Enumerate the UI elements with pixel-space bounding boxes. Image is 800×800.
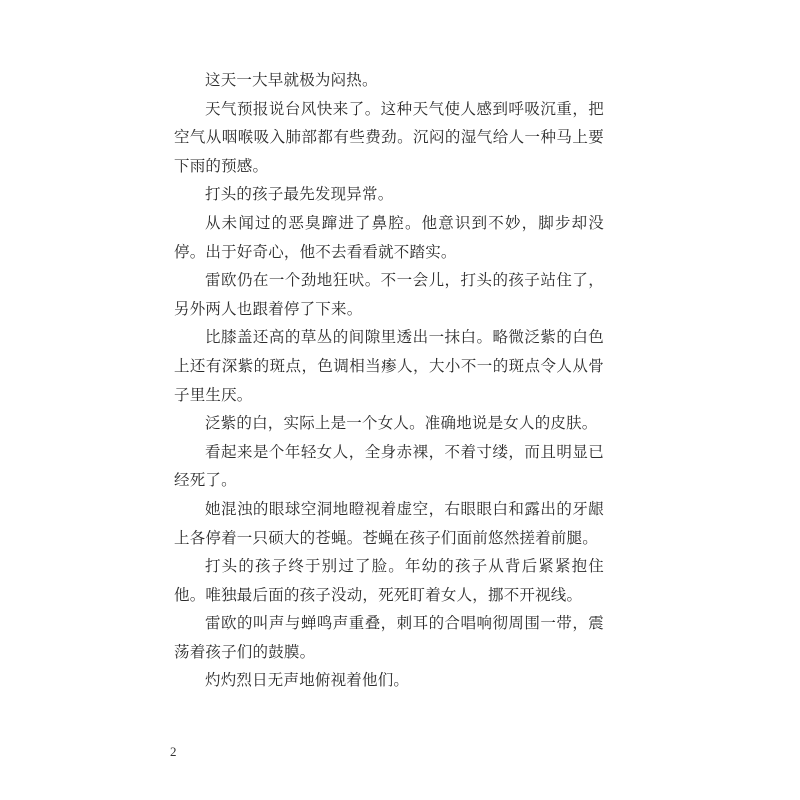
paragraph: 雷欧仍在一个劲地狂吠。不一会儿，打头的孩子站住了，另外两人也跟着停了下来。 xyxy=(174,271,604,318)
paragraph: 这天一大早就极为闷热。 xyxy=(205,71,378,89)
paragraph: 她混浊的眼球空洞地瞪视着虚空，右眼眼白和露出的牙龈上各停着一只硕大的苍蝇。苍蝇在孩子们面前悠然搓着前腿。 xyxy=(174,499,604,547)
page-number: 2 xyxy=(170,744,177,759)
paragraph: 雷欧的叫声与蝉鸣声重叠，刺耳的合唱响彻周围一带，震荡着孩子们的鼓膜。 xyxy=(174,614,604,661)
paragraph: 打头的孩子终于别过了脸。年幼的孩子从背后紧紧抱住他。唯独最后面的孩子没动，死死盯着女人，挪不开视线。 xyxy=(174,557,604,604)
paragraph: 打头的孩子最先发现异常。 xyxy=(205,185,394,204)
paragraph: 比膝盖还高的草丛的间隙里透出一抹白。略微泛紫的白色上还有深紫的斑点，色调相当瘆人，大小不一的斑点令人从骨子里生厌。 xyxy=(174,328,604,404)
paragraph: 看起来是个年轻女人，全身赤裸，不着寸缕，而且明显已经死了。 xyxy=(174,442,604,490)
paragraph: 泛紫的白，实际上是一个女人。准确地说是女人的皮肤。 xyxy=(205,414,598,433)
paragraph: 从未闻过的恶臭蹿进了鼻腔。他意识到不妙，脚步却没停。出于好奇心，他不去看看就不踏实。 xyxy=(174,213,604,261)
paragraph: 灼灼烈日无声地俯视着他们。 xyxy=(205,671,410,690)
body-text xyxy=(174,66,604,695)
paragraph: 天气预报说台风快来了。这种天气使人感到呼吸沉重，把空气从咽喉吸入肺部都有些费劲。沉闷的湿气给人一种马上要下雨的预感。 xyxy=(174,99,604,175)
